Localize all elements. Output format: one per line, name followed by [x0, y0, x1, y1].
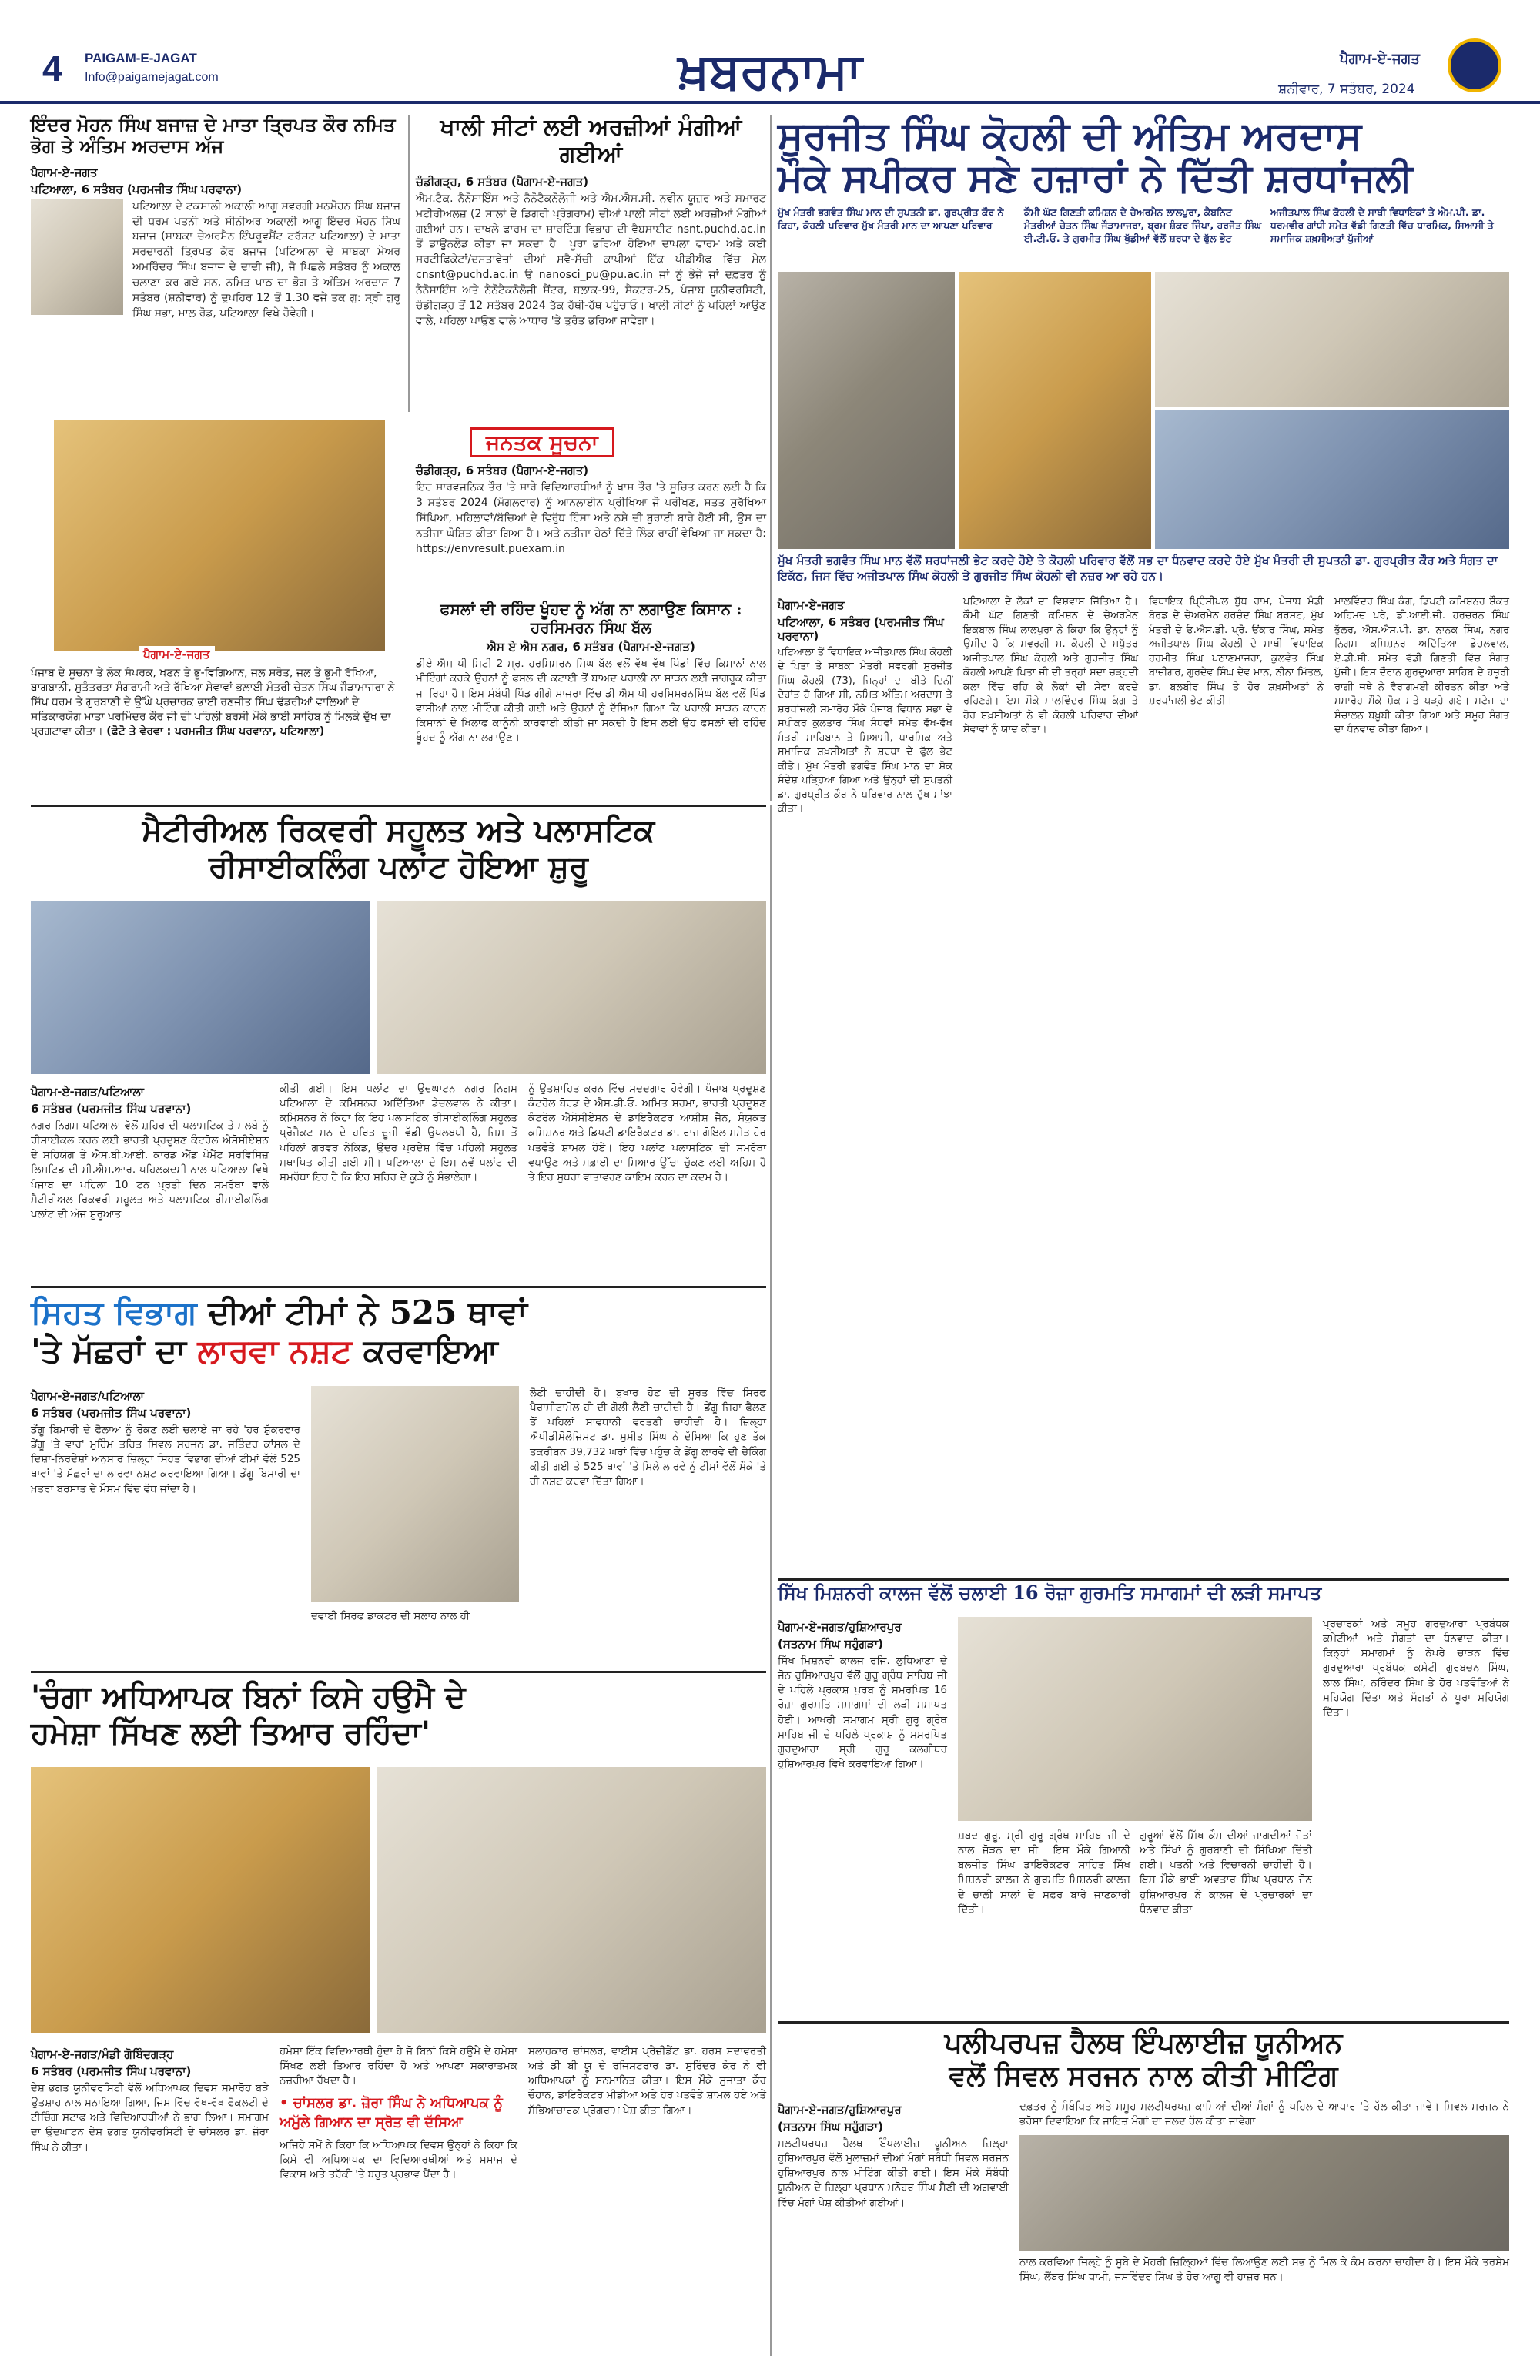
body-col-2: ਦਵਾਈ ਸਿਰਫ ਡਾਕਟਰ ਦੀ ਸਲਾਹ ਨਾਲ ਹੀ — [311, 1610, 470, 1622]
headline: ਫਸਲਾਂ ਦੀ ਰਹਿੰਦ ਖੂੰਹਦ ਨੂੰ ਅੱਗ ਨਾ ਲਗਾਉਣ ਕਿਸਾਨ : ਹਰਸਿਮਰਨ ਸਿੰਘ ਬੱਲ — [440, 600, 742, 637]
column-divider — [770, 805, 772, 2356]
body-col-1: ਸਿੱਖ ਮਿਸ਼ਨਰੀ ਕਾਲਜ ਰਜਿ. ਲੁਧਿਆਣਾ ਦੇ ਜੋਨ ਹੁਸ਼ਿਆਰਪੁਰ ਵੱਲੋਂ ਗੁਰੂ ਗ੍ਰੰਥ ਸਾਹਿਬ ਜੀ ਦੇ ਪਹਿਲੇ ਪ੍ਰਕਾਸ਼ ਪੁਰਬ ਨੂੰ ਸਮਰਪਿਤ 16 ਰੋਜ਼ਾ ਗੁਰਮਤਿ ਸਮਾਗਮਾਂ ਦੀ ਲੜੀ ਸਮਾਪਤ ਹੋਈ। ਆਖਰੀ ਸਮਾਗਮ ਸ੍ਰੀ ਗੁਰੂ ਗ੍ਰੰਥ ਸਾਹਿਬ ਜੀ ਦੇ ਪਹਿਲੇ ਪ੍ਰਕਾਸ਼ ਨੂੰ ਸਮਰਪਿਤ ਗੁਰਦੁਆਰਾ ਸ੍ਰੀ ਗੁਰੂ ਕਲਗੀਧਰ ਹੁਸ਼ਿਆਰਪੁਰ ਵਿਖੇ ਕਰਵਾਇਆ ਗਿਆ। — [778, 1655, 947, 1771]
headline-line-1 — [31, 1294, 766, 1332]
body-col-1: ਡੇਂਗੂ ਬਿਮਾਰੀ ਦੇ ਫੈਲਾਅ ਨੂੰ ਰੋਕਣ ਲਈ ਚਲਾਏ ਜਾ ਰਹੇ 'ਹਰ ਸ਼ੁੱਕਰਵਾਰ ਡੇਂਗੂ 'ਤੇ ਵਾਰ' ਮੁਹਿੰਮ ਤਹਿਤ ਸਿਵਲ ਸਰਜਨ ਡਾ. ਜਤਿੰਦਰ ਕਾਂਸਲ ਦੇ ਦਿਸ਼ਾ-ਨਿਰਦੇਸ਼ਾਂ ਅਨੁਸਾਰ ਜ਼ਿਲ੍ਹਾ ਸਿਹਤ ਵਿਭਾਗ ਦੀਆਂ ਟੀਮਾਂ ਵੱਲੋਂ 525 ਥਾਵਾਂ 'ਤੇ ਮੱਛਰਾਂ ਦਾ ਲਾਰਵਾ ਨਸ਼ਟ ਕਰਵਾਇਆ ਗਿਆ। ਡੇਂਗੂ ਬਿਮਾਰੀ ਦਾ ਖ਼ਤਰਾ ਬਰਸਾਤ ਦੇ ਮੌਸਮ ਵਿੱਚ ਵੱਧ ਜਾਂਦਾ ਹੈ। — [31, 1424, 300, 1495]
dateline: ਚੰਡੀਗੜ੍ਹ, 6 ਸਤੰਬਰ (ਪੈਗਾਮ-ਏ-ਜਗਤ) — [416, 174, 589, 189]
story-bhog — [31, 114, 400, 414]
gurmat-photo — [958, 1617, 1312, 1821]
dateline: ਚੰਡੀਗੜ੍ਹ, 6 ਸਤੰਬਰ (ਪੈਗਾਮ-ਏ-ਜਗਤ) — [416, 464, 589, 478]
story-stubble — [416, 601, 766, 797]
section-rule — [778, 2021, 1509, 2024]
caption-text: ਪੰਜਾਬ ਦੇ ਸੂਚਨਾ ਤੇ ਲੋਕ ਸੰਪਰਕ, ਖਣਨ ਤੇ ਭੂ-ਵਿਗਿਆਨ, ਜਲ ਸਰੋਤ, ਜਲ ਤੇ ਭੂਮੀ ਰੱਖਿਆ, ਬਾਗਬਾਨੀ, ਸੁਤੰਤਰਤਾ ਸੰਗਰਾਮੀ ਅਤੇ ਰੱਖਿਆ ਸੇਵਾਵਾਂ ਭਲਾਈ ਮੰਤਰੀ ਚੇਤਨ ਸਿੰਘ ਜੌੜਾਮਾਜਰਾ ਨੇ ਸਿੱਖ ਧਰਮ ਤੇ ਗੁਰਬਾਣੀ ਦੇ ਉੱਘੇ ਪ੍ਰਚਾਰਕ ਭਾਈ ਰਣਜੀਤ ਸਿੰਘ ਢੱਡਰੀਆਂ ਵਾਲਿਆਂ ਦੇ ਸਤਿਕਾਰਯੋਗ ਮਾਤਾ ਪਰਮਿੰਦਰ ਕੌਰ ਜੀ ਦੀ ਪਹਿਲੀ ਬਰਸੀ ਮੌਕੇ ਭਾਈ ਸਾਹਿਬ ਨੂੰ ਮਿਲਕੇ ਦੁੱਖ ਦਾ ਪ੍ਰਗਟਾਵਾ ਕੀਤਾ। — [31, 667, 395, 738]
body-col-1: ਦੇਸ਼ ਭਗਤ ਯੂਨੀਵਰਸਿਟੀ ਵੱਲੋਂ ਅਧਿਆਪਕ ਦਿਵਸ ਸਮਾਰੋਹ ਬੜੇ ਉਤਸ਼ਾਹ ਨਾਲ ਮਨਾਇਆ ਗਿਆ, ਜਿਸ ਵਿੱਚ ਵੱਖ-ਵੱਖ ਫੈਕਲਟੀ ਦੇ ਟੀਚਿੰਗ ਸਟਾਫ ਅਤੇ ਵਿਦਿਆਰਥੀਆਂ ਨੇ ਭਾਗ ਲਿਆ। ਸਮਾਗਮ ਦਾ ਉਦਘਾਟਨ ਦੇਸ਼ ਭਗਤ ਯੂਨੀਵਰਸਿਟੀ ਦੇ ਚਾਂਸਲਰ ਡਾ. ਜ਼ੋਰਾ ਸਿੰਘ ਨੇ ਕੀਤਾ। — [31, 2082, 269, 2154]
brand-email: Info@paigamejagat.com — [85, 71, 219, 84]
portrait-photo — [31, 199, 123, 315]
lead-photo-ministers — [959, 272, 1151, 549]
section-title: ਖ਼ਬਰਨਾਮਾ — [678, 42, 862, 100]
body-col-1: ਮਲਟੀਪਰਪਜ਼ ਹੈਲਥ ਇੰਪਲਾਈਜ਼ ਯੂਨੀਅਨ ਜ਼ਿਲ੍ਹਾ ਹੁਸ਼ਿਆਰਪੁਰ ਵੱਲੋਂ ਮੁਲਾਜ਼ਮਾਂ ਦੀਆਂ ਮੰਗਾਂ ਸਬੰਧੀ ਸਿਵਲ ਸਰਜਨ ਹੁਸ਼ਿਆਰਪੁਰ ਨਾਲ ਮੀਟਿੰਗ ਕੀਤੀ ਗਈ। ਇਸ ਮੌਕੇ ਸੰਬੰਧੀ ਯੂਨੀਅਨ ਦੇ ਜ਼ਿਲ੍ਹਾ ਪ੍ਰਧਾਨ ਮਨੋਹਰ ਸਿੰਘ ਸੈਣੀ ਦੀ ਅਗਵਾਈ ਵਿੱਚ ਮੰਗਾਂ ਪੇਸ਼ ਕੀਤੀਆਂ ਗਈਆਂ। — [778, 2137, 1009, 2209]
body-col-2b: ਅਜਿਹੇ ਸਮੇਂ ਨੇ ਕਿਹਾ ਕਿ ਅਧਿਆਪਕ ਦਿਵਸ ਉਨ੍ਹਾਂ ਨੇ ਕਿਹਾ ਕਿ ਕਿਸੇ ਵੀ ਅਧਿਆਪਕ ਦਾ ਵਿਦਿਆਰਥੀਆਂ ਅਤੇ ਸਮਾਜ ਦੇ ਵਿਕਾਸ ਅਤੇ ਤਰੱਕੀ 'ਤੇ ਬਹੁਤ ਪ੍ਰਭਾਵ ਪੈਂਦਾ ਹੈ। — [280, 2139, 517, 2181]
story-teachers-day — [31, 1679, 766, 2356]
headline-line-2: ਰੀਸਾਈਕਲਿੰਗ ਪਲਾਂਟ ਹੋਇਆ ਸ਼ੁਰੂ — [209, 849, 588, 885]
body: ਐਮ.ਟੈਕ. ਨੈਨੋਸਾਇੰਸ ਅਤੇ ਨੈਨੋਟੈਕਨੋਲੋਜੀ ਅਤੇ ਐਮ.ਐਸ.ਸੀ. ਨਵੀਨ ਯੂਜ਼ਰ ਅਤੇ ਸਮਾਰਟ ਮਟੀਰੀਅਲਜ਼ (2 ਸਾਲਾਂ ਦੇ ਡਿਗਰੀ ਪ੍ਰੋਗਰਾਮ) ਦੀਆਂ ਖਾਲੀ ਸੀਟਾਂ ਲਈ ਅਰਜ਼ੀਆਂ ਮੰਗੀਆਂ ਗਈਆਂ ਹਨ। ਦਾਖਲੇ ਫਾਰਮ ਦਾ ਸ਼ਾਰਟਿੰਗ ਵਿਭਾਗ ਦੀ ਵੈਬਸਾਈਟ nsnt.puchd.ac.in ਤੋਂ ਡਾਊਨਲੋਡ ਕੀਤਾ ਜਾ ਸਕਦਾ ਹੈ। ਪੂਰਾ ਭਰਿਆ ਹੋਇਆ ਦਾਖਲਾ ਫਾਰਮ ਅਤੇ ਕਈ ਸਰਟੀਫਿਕੇਟਾਂ/ਦਸਤਾਵੇਜ਼ਾਂ ਦੀਆਂ ਸਵੈ-ਸੱਚੀ ਕਾਪੀਆਂ ਇੱਕ ਪੀਡੀਐਫ ਵਿੱਚ ਮੇਲ cnsnt@puchd.ac.in ਉ nanosci_pu@pu.ac.in ਜਾਂ ਨੂੰ ਭੇਜੇ ਜਾਂ ਦਫ਼ਤਰ ਨੂੰ ਨੈਨੋਸਾਇੰਸ ਅਤੇ ਨੈਨੋਟੈਕਨੋਲੋਜੀ ਸੈਂਟਰ, ਬਲਾਕ-99, ਸੈਕਟਰ-25, ਪੰਜਾਬ ਯੂਨੀਵਰਸਿਟੀ, ਚੰਡੀਗੜ੍ਹ ਤੋਂ 12 ਸਤੰਬਰ 2024 ਤੱਕ ਹੱਥੀ-ਹੱਥ ਪਹੁੰਚਾਓ। ਖਾਲੀ ਸੀਟਾਂ ਨੂੰ ਪਹਿਲਾਂ ਆਉਣ ਵਾਲੇ, ਪਹਿਲਾ ਪਾਉਣ ਵਾਲੇ ਆਧਾਰ 'ਤੇ ਤੁਰੰਤ ਭਰਿਆ ਜਾਵੇਗਾ। — [416, 192, 766, 327]
headline: ਖਾਲੀ ਸੀਟਾਂ ਲਈ ਅਰਜ਼ੀਆਂ ਮੰਗੀਆਂ ਗਈਆਂ — [440, 114, 742, 169]
source: ਪੈਗਾਮ-ਏ-ਜਗਤ/ਹੁਸ਼ਿਆਰਪੁਰ — [778, 2103, 902, 2117]
source: ਪੈਗਾਮ-ਏ-ਜਗਤ — [31, 165, 98, 179]
dateline: (ਸਤਨਾਮ ਸਿੰਘ ਸਹੁੰਗੜਾ) — [778, 1637, 883, 1651]
headline-line-1: 'ਚੰਗਾ ਅਧਿਆਪਕ ਬਿਨਾਂ ਕਿਸੇ ਹਉਮੈ ਦੇ — [31, 1679, 466, 1715]
body-col-4: ਪ੍ਰਚਾਰਕਾਂ ਅਤੇ ਸਮੂਹ ਗੁਰਦੁਆਰਾ ਪ੍ਰਬੰਧਕ ਕਮੇਟੀਆਂ ਅਤੇ ਸੰਗਤਾਂ ਦਾ ਧੰਨਵਾਦ ਕੀਤਾ। ਕਿਨ੍ਹਾਂ ਸਮਾਗਮਾਂ ਨੂੰ ਨੇਪਰੇ ਚਾੜਨ ਵਿੱਚ ਗੁਰਦੁਆਰਾ ਪ੍ਰਬੰਧਕ ਕਮੇਟੀ ਗੁਰਬਚਨ ਸਿੰਘ, ਲਾਲ ਸਿੰਘ, ਨਰਿੰਦਰ ਸਿੰਘ ਤੇ ਹੋਰ ਪਤਵੰਤਿਆਂ ਨੇ ਸਹਿਯੋਗ ਦਿੱਤਾ ਅਤੇ ਸੰਗਤਾਂ ਨੇ ਪੂਰਾ ਸਹਿਯੋਗ ਦਿੱਤਾ। — [1323, 1618, 1509, 1719]
dateline: ਐਸ ਏ ਐਸ ਨਗਰ, 6 ਸਤੰਬਰ (ਪੈਗਾਮ-ਏ-ਜਗਤ) — [487, 640, 695, 654]
story-condolence — [31, 420, 400, 805]
dateline: ਪਟਿਆਲਾ, 6 ਸਤੰਬਰ (ਪਰਮਜੀਤ ਸਿੰਘ ਪਰਵਾਨਾ) — [778, 615, 944, 643]
section-rule — [778, 1578, 1509, 1581]
portrait-image — [31, 199, 123, 315]
section-rule — [31, 1286, 766, 1288]
inauguration-photo — [31, 901, 370, 1074]
body-col-2: ਕੀਤੀ ਗਈ। ਇਸ ਪਲਾਂਟ ਦਾ ਉਦਘਾਟਨ ਨਗਰ ਨਿਗਮ ਪਟਿਆਲਾ ਦੇ ਕਮਿਸ਼ਨਰ ਅਦਿੱਤਿਆ ਡੇਚਲਵਾਲ ਨੇ ਕੀਤਾ। ਕਮਿਸ਼ਨਰ ਨੇ ਕਿਹਾ ਕਿ ਇਹ ਪਲਾਸਟਿਕ ਰੀਸਾਈਕਲਿੰਗ ਸਹੂਲਤ ਪ੍ਰੋਜੈਕਟ ਮਨ ਦੇ ਹਰਿਤ ਦੂਜੀ ਵੱਡੀ ਉਪਲਬਧੀ ਹੈ, ਜਿਸ ਤੋਂ ਪਹਿਲਾਂ ਗਰਵਰ ਨੇਕਿਡ, ਉਦਰ ਪ੍ਰਦੇਸ਼ ਵਿੱਚ ਪਹਿਲੀ ਸਹੂਲਤ ਸਥਾਪਿਤ ਕੀਤੀ ਗਈ ਸੀ। ਪਟਿਆਲਾ ਦੇ ਇਸ ਨਵੇਂ ਪਲਾਂਟ ਦੀ ਸਮਰੱਥਾ ਇਹ ਹੈ ਕਿ ਇਹ ਸ਼ਹਿਰ ਦੇ ਕੂੜੇ ਨੂੰ ਸੰਭਾਲੇਗਾ। — [280, 1083, 517, 1183]
headline-line-1: ਮੈਟੀਰੀਅਲ ਰਿਕਵਰੀ ਸਹੂਲਤ ਅਤੇ ਪਲਾਸਟਿਕ — [142, 812, 655, 849]
story-vacant-seats — [416, 114, 766, 422]
honour-photo — [377, 1767, 766, 2033]
headline: ਇੰਦਰ ਮੋਹਨ ਸਿੰਘ ਬਜਾਜ਼ ਦੇ ਮਾਤਾ ਤ੍ਰਿਪਤ ਕੌਰ ਨਮਿਤ ਭੋਗ ਤੇ ਅੰਤਿਮ ਅਰਦਾਸ ਅੱਜ — [31, 113, 396, 158]
headline: ਸਿੱਖ ਮਿਸ਼ਨਰੀ ਕਾਲਜ ਵੱਲੋਂ ਚਲਾਈ 16 ਰੋਜ਼ਾ ਗੁਰਮਤਿ ਸਮਾਗਮਾਂ ਦੀ ਲੜੀ ਸਮਾਪਤ — [778, 1582, 1322, 1604]
photo-tag: ਪੈਗਾਮ-ਏ-ਜਗਤ — [139, 646, 215, 663]
photo-caption: ਨਾਲ ਕਰਵਿਆ ਜਿਲ੍ਹੇ ਨੂੰ ਸੂਬੇ ਦੇ ਮੋਹਰੀ ਜ਼ਿਲ੍ਹਿਆਂ ਵਿੱਚ ਲਿਆਉਣ ਲਈ ਸਭ ਨੂੰ ਮਿਲ ਕੇ ਕੰਮ ਕਰਨਾ ਚਾਹੀਦਾ ਹੈ। ਇਸ ਮੌਕੇ ਤਰਸੇਮ ਸਿੰਘ, ਲੈਂਬਰ ਸਿੰਘ ਧਾਮੀ, ਜਸਵਿੰਦਰ ਸਿੰਘ ਤੇ ਹੋਰ ਆਗੂ ਵੀ ਹਾਜ਼ਰ ਸਨ। — [1019, 2256, 1509, 2284]
headline-text: ਕਰਵਾਇਆ — [363, 1332, 498, 1370]
section-rule — [31, 1671, 766, 1673]
body-col-1: ਨਗਰ ਨਿਗਮ ਪਟਿਆਲਾ ਵੱਲੋਂ ਸ਼ਹਿਰ ਦੀ ਪਲਾਸਟਿਕ ਤੇ ਮਲਬੇ ਨੂੰ ਰੀਸਾਈਕਲ ਕਰਨ ਲਈ ਭਾਰਤੀ ਪ੍ਰਦੂਸ਼ਣ ਕੰਟਰੋਲ ਐਸੋਸੀਏਸ਼ਨ ਦੇ ਸਹਿਯੋਗ ਤੇ ਐਸ.ਬੀ.ਆਈ. ਕਾਰਡ ਐਂਡ ਪੇਮੈਂਟ ਸਰਵਿਸਿਜ਼ ਲਿਮਟਿਡ ਦੀ ਸੀ.ਐਸ.ਆਰ. ਪਹਿਲਕਦਮੀ ਨਾਲ ਪਟਿਆਲਾ ਵਿਖੇ ਪੰਜਾਬ ਦਾ ਪਹਿਲਾ 10 ਟਨ ਪ੍ਰਤੀ ਦਿਨ ਸਮਰੱਥਾ ਵਾਲੇ ਮੈਟੀਰੀਅਲ ਰਿਕਵਰੀ ਸਹੂਲਤ ਅਤੇ ਪਲਾਸਟਿਕ ਰੀਸਾਈਕਲਿੰਗ ਪਲਾਂਟ ਦੀ ਅੱਜ ਸ਼ੁਰੂਆਤ — [31, 1120, 269, 1220]
caption-left: ਮੁੱਖ ਮੰਤਰੀ ਭਗਵੰਤ ਸਿੰਘ ਮਾਨ ਦੀ ਸੁਪਤਨੀ ਡਾ. ਗੁਰਪ੍ਰੀਤ ਕੌਰ ਨੇ ਕਿਹਾ, ਕੋਹਲੀ ਪਰਿਵਾਰ ਮੁੱਖ ਮੰਤਰੀ ਮਾਨ ਦਾ ਆਪਣਾ ਪਰਿਵਾਰ — [778, 206, 1004, 231]
lead-photo-gathering — [1155, 272, 1509, 407]
masthead — [0, 0, 1540, 104]
body-col-1: ਪਟਿਆਲਾ ਤੋਂ ਵਿਧਾਇਕ ਅਜੀਤਪਾਲ ਸਿੰਘ ਕੋਹਲੀ ਦੇ ਪਿਤਾ ਤੇ ਸਾਬਕਾ ਮੰਤਰੀ ਸਵਰਗੀ ਸੁਰਜੀਤ ਸਿੰਘ ਕੋਹਲੀ (73), ਜਿਨ੍ਹਾਂ ਦਾ ਬੀਤੇ ਦਿਨੀਂ ਦੇਹਾਂਤ ਹੋ ਗਿਆ ਸੀ, ਨਮਿਤ ਅੰਤਿਮ ਅਰਦਾਸ ਤੇ ਸ਼ਰਧਾਂਜਲੀ ਸਮਾਰੋਹ ਮੌਕੇ ਪੰਜਾਬ ਵਿਧਾਨ ਸਭਾ ਦੇ ਸਪੀਕਰ ਕੁਲਤਾਰ ਸਿੰਘ ਸੰਧਵਾਂ ਸਮੇਤ ਵੱਖ-ਵੱਖ ਮੰਤਰੀ ਸਾਹਿਬਾਨ ਤੇ ਸਿਆਸੀ, ਧਾਰਮਿਕ ਅਤੇ ਸਮਾਜਿਕ ਸ਼ਖ਼ਸੀਅਤਾਂ ਨੇ ਸ਼ਰਧਾ ਦੇ ਫੁੱਲ ਭੇਟ ਕੀਤੇ। ਮੁੱਖ ਮੰਤਰੀ ਭਗਵੰਤ ਸਿੰਘ ਮਾਨ ਦਾ ਸ਼ੋਕ ਸੰਦੇਸ਼ ਪੜ੍ਹਿਆ ਗਿਆ ਅਤੇ ਉਨ੍ਹਾਂ ਦੀ ਸੁਪਤਨੀ ਡਾ. ਗੁਰਪ੍ਰੀਤ ਕੌਰ ਨੇ ਪਰਿਵਾਰ ਨਾਲ ਦੁੱਖ ਸਾਂਝਾ ਕੀਤਾ। — [778, 647, 952, 815]
condolence-photo — [54, 420, 385, 651]
caption — [31, 666, 400, 738]
plant-interior-photo — [377, 901, 766, 1074]
headline-text: 'ਤੇ ਮੱਛਰਾਂ ਦਾ — [31, 1332, 186, 1370]
body-col-3: ਵਿਧਾਇਕ ਪ੍ਰਿੰਸੀਪਲ ਬੁੱਧ ਰਾਮ, ਪੰਜਾਬ ਮੰਡੀ ਬੋਰਡ ਦੇ ਚੇਅਰਮੈਨ ਹਰਚੰਦ ਸਿੰਘ ਬਰਸਟ, ਮੁੱਖ ਮੰਤਰੀ ਦੇ ਓ.ਐਸ.ਡੀ. ਪ੍ਰੋ. ਓਂਕਾਰ ਸਿੰਘ, ਸਮੇਤ ਅਜੀਤਪਾਲ ਸਿੰਘ ਕੋਹਲੀ ਦੇ ਸਾਥੀ ਵਿਧਾਇਕ ਹਰਮੀਤ ਸਿੰਘ ਪਠਾਣਮਾਜਰਾ, ਕੁਲਵੰਤ ਸਿੰਘ ਬਾਜ਼ੀਗਰ, ਗੁਰਦੇਵ ਸਿੰਘ ਦੇਵ ਮਾਨ, ਨੀਨਾ ਮਿੱਤਲ, ਡਾ. ਬਲਬੀਰ ਸਿੰਘ ਤੇ ਹੋਰ ਸ਼ਖ਼ਸੀਅਤਾਂ ਨੇ ਸ਼ਰਧਾਂਜਲੀ ਭੇਟ ਕੀਤੀ। — [1149, 596, 1324, 708]
headline-line-1: ਪਲੀਪਰਪਜ਼ ਹੈਲਥ ਇੰਪਲਾਈਜ਼ ਯੂਨੀਅਨ — [944, 2027, 1343, 2059]
lead-photo-speaker — [778, 272, 955, 549]
story-public-notice — [416, 427, 766, 593]
headline-text: ਦੀਆਂ ਟੀਮਾਂ ਨੇ 525 ਥਾਵਾਂ — [208, 1294, 527, 1331]
dateline: ਪਟਿਆਲਾ, 6 ਸਤੰਬਰ (ਪਰਮਜੀਤ ਸਿੰਘ ਪਰਵਾਨਾ) — [31, 182, 243, 196]
column-divider — [408, 115, 410, 412]
body-col-3: ਗੁਰੂਆਂ ਵੱਲੋਂ ਸਿੱਖ ਕੌਮ ਦੀਆਂ ਜਾਗਦੀਆਂ ਜੋਤਾਂ ਅਤੇ ਸਿੱਖਾਂ ਨੂੰ ਗੁਰਬਾਣੀ ਦੀ ਸਿੱਖਿਆ ਦਿੱਤੀ ਗਈ। ਪਤਨੀ ਅਤੇ ਵਿਚਾਰਨੀ ਚਾਹੀਦੀ ਹੈ। ਇਸ ਮੌਕੇ ਭਾਈ ਅਵਤਾਰ ਸਿੰਘ ਪ੍ਰਧਾਨ ਜੋਨ ਹੁਸ਼ਿਆਰਪੁਰ ਨੇ ਕਾਲਜ ਦੇ ਪ੍ਰਚਾਰਕਾਂ ਦਾ ਧੰਨਵਾਦ ਕੀਤਾ। — [1140, 1829, 1312, 1916]
logo-text: ਪੈਗਾਮ-ਏ-ਜਗਤ — [1340, 51, 1420, 67]
page-number: 4 — [42, 49, 62, 89]
body-col-3: ਲੈਣੀ ਚਾਹੀਦੀ ਹੈ। ਬੁਖਾਰ ਹੋਣ ਦੀ ਸੂਰਤ ਵਿੱਚ ਸਿਰਫ ਪੈਰਾਸੀਟਾਮੋਲ ਹੀ ਦੀ ਗੋਲੀ ਲੈਣੀ ਚਾਹੀਦੀ ਹੈ। ਡੇਂਗੂ ਜਿਹਾ ਫੈਲਣ ਤੋਂ ਪਹਿਲਾਂ ਸਾਵਧਾਨੀ ਵਰਤਣੀ ਚਾਹੀਦੀ ਹੈ। ਜ਼ਿਲ੍ਹਾ ਐਪੀਡੀਮੋਲੋਜਿਸਟ ਡਾ. ਸੁਮੀਤ ਸਿੰਘ ਨੇ ਦੱਸਿਆ ਕਿ ਹੁਣ ਤੱਕ ਤਕਰੀਬਨ 39,732 ਘਰਾਂ ਵਿੱਚ ਪਹੁੰਚ ਕੇ ਡੇਂਗੂ ਲਾਰਵੇ ਦੀ ਚੈਕਿੰਗ ਕੀਤੀ ਗਈ ਤੇ 525 ਥਾਵਾਂ 'ਤੇ ਮਿਲੇ ਲਾਰਵੇ ਨੂੰ ਟੀਮਾਂ ਵੱਲੋਂ ਮੌਕੇ 'ਤੇ ਹੀ ਨਸ਼ਟ ਕਰਵਾ ਦਿੱਤਾ ਗਿਆ। — [530, 1387, 766, 1488]
pull-quote: • ਚਾਂਸਲਰ ਡਾ. ਜ਼ੋਰਾ ਸਿੰਘ ਨੇ ਅਧਿਆਪਕ ਨੂੰ ਅਮੁੱਲੇ ਗਿਆਨ ਦਾ ਸ੍ਰੋਤ ਵੀ ਦੱਸਿਆ — [280, 2095, 503, 2131]
body-col-3: ਸਲਾਹਕਾਰ ਚਾਂਸਲਰ, ਵਾਈਸ ਪ੍ਰੈਜ਼ੀਡੈਂਟ ਡਾ. ਹਰਸ਼ ਸਦਾਵਰਤੀ ਅਤੇ ਡੀ ਬੀ ਯੂ ਦੇ ਰਜਿਸਟਰਾਰ ਡਾ. ਸੁਰਿੰਦਰ ਕੌਰ ਨੇ ਵੀ ਅਧਿਆਪਕਾਂ ਨੂੰ ਸਨਮਾਨਿਤ ਕੀਤਾ। ਇਸ ਮੌਕੇ ਸੁਜਾਤਾ ਕੌਰ ਚੌਹਾਨ, ਡਾਇਰੈਕਟਰ ਮੀਡੀਆ ਅਤੇ ਹੋਰ ਪਤਵੰਤੇ ਸ਼ਾਮਲ ਹੋਏ ਅਤੇ ਸੱਭਿਆਚਾਰਕ ਪ੍ਰੋਗਰਾਮ ਪੇਸ਼ ਕੀਤਾ ਗਿਆ। — [528, 2045, 766, 2117]
body-col-3: ਨੂੰ ਉਤਸ਼ਾਹਿਤ ਕਰਨ ਵਿੱਚ ਮਦਦਗਾਰ ਹੋਵੇਗੀ। ਪੰਜਾਬ ਪ੍ਰਦੂਸ਼ਣ ਕੰਟਰੋਲ ਬੋਰਡ ਦੇ ਐਸ.ਡੀ.ਓ. ਅਮਿਤ ਸ਼ਰਮਾ, ਭਾਰਤੀ ਪ੍ਰਦੂਸ਼ਣ ਕੰਟਰੋਲ ਐਸੋਸੀਏਸ਼ਨ ਦੇ ਡਾਇਰੈਕਟਰ ਆਸ਼ੀਸ਼ ਜੈਨ, ਸੰਯੁਕਤ ਕਮਿਸ਼ਨਰ ਅਤੇ ਡਿਪਟੀ ਡਾਇਰੈਕਟਰ ਡਾ. ਰਾਜ ਗੋਇਲ ਸਮੇਤ ਹੋਰ ਪਤਵੰਤੇ ਸ਼ਾਮਲ ਹੋਏ। ਇਹ ਪਲਾਂਟ ਪਲਾਸਟਿਕ ਦੀ ਸਮਰੱਥਾ ਵਧਾਉਣ ਅਤੇ ਸਫ਼ਾਈ ਦਾ ਮਿਆਰ ਉੱਚਾ ਚੁੱਕਣ ਲਈ ਅਹਿਮ ਹੈ ਤੇ ਇਹ ਸੁਥਰਾ ਵਾਤਾਵਰਣ ਕਾਇਮ ਕਰਨ ਦਾ ਕਦਮ ਹੈ। — [528, 1083, 766, 1183]
headline-highlight: ਸਿਹਤ ਵਿਭਾਗ — [31, 1294, 197, 1331]
source: ਪੈਗਾਮ-ਏ-ਜਗਤ/ਹੁਸ਼ਿਆਰਪੁਰ — [778, 1620, 902, 1634]
lead-photo-group — [778, 272, 1509, 549]
headline-line-2: ਹਮੇਸ਼ਾ ਸਿੱਖਣ ਲਈ ਤਿਆਰ ਰਹਿੰਦਾ' — [31, 1715, 430, 1751]
fogging-photo — [311, 1386, 519, 1602]
headline-line-2: ਮੌਕੇ ਸਪੀਕਰ ਸਣੇ ਹਜ਼ਾਰਾਂ ਨੇ ਦਿੱਤੀ ਸ਼ਰਧਾਂਜਲੀ — [778, 155, 1413, 200]
body-col-2: ਪਟਿਆਲਾ ਦੇ ਲੋਕਾਂ ਦਾ ਵਿਸ਼ਵਾਸ ਜਿੱਤਿਆ ਹੈ। ਕੌਮੀ ਘੱਟ ਗਿਣਤੀ ਕਮਿਸ਼ਨ ਦੇ ਚੇਅਰਮੈਨ ਇਕਬਾਲ ਸਿੰਘ ਲਾਲਪੁਰਾ ਨੇ ਕਿਹਾ ਕਿ ਉਨ੍ਹਾਂ ਨੂੰ ਉਮੀਦ ਹੈ ਕਿ ਸਵਰਗੀ ਸ. ਕੋਹਲੀ ਦੇ ਸਪੁੱਤਰ ਅਜੀਤਪਾਲ ਸਿੰਘ ਕੋਹਲੀ ਅਤੇ ਗੁਰਜੀਤ ਸਿੰਘ ਕੋਹਲੀ ਆਪਣੇ ਪਿਤਾ ਜੀ ਦੀ ਤਰ੍ਹਾਂ ਸਦਾ ਚੜ੍ਹਦੀ ਕਲਾ ਵਿੱਚ ਰਹਿ ਕੇ ਲੋਕਾਂ ਦੀ ਸੇਵਾ ਕਰਦੇ ਰਹਿਣਗੇ। ਇਸ ਮੌਕੇ ਮਾਲਵਿੰਦਰ ਸਿੰਘ ਕੰਗ ਤੇ ਹੋਰ ਸ਼ਖ਼ਸੀਅਤਾਂ ਨੇ ਵੀ ਕੋਹਲੀ ਪਰਿਵਾਰ ਦੀਆਂ ਸੇਵਾਵਾਂ ਨੂੰ ਯਾਦ ਕੀਤਾ। — [963, 596, 1138, 736]
lead-photo-caption: ਮੁੱਖ ਮੰਤਰੀ ਭਗਵੰਤ ਸਿੰਘ ਮਾਨ ਵੱਲੋਂ ਸ਼ਰਧਾਂਜਲੀ ਭੇਟ ਕਰਦੇ ਹੋਏ ਤੇ ਕੋਹਲੀ ਪਰਿਵਾਰ ਵੱਲੋਂ ਸਭ ਦਾ ਧੰਨਵਾਦ ਕਰਦੇ ਹੋਏ ਮੁੱਖ ਮੰਤਰੀ ਦੀ ਸੁਪਤਨੀ ਡਾ. ਗੁਰਪ੍ਰੀਤ ਕੌਰ ਅਤੇ ਸੰਗਤ ਦਾ ਇਕੱਠ, ਜਿਸ ਵਿੱਚ ਅਜੀਤਪਾਲ ਸਿੰਘ ਕੋਹਲੀ ਤੇ ਗੁਰਜੀਤ ਸਿੰਘ ਕੋਹਲੀ ਵੀ ਨਜ਼ਰ ਆ ਰਹੇ ਹਨ। — [778, 554, 1498, 584]
body: ਡੀਏ ਐਸ ਪੀ ਸਿਟੀ 2 ਸ੍ਰ. ਹਰਸਿਮਰਨ ਸਿੰਘ ਬੱਲ ਵਲੋਂ ਵੱਖ ਵੱਖ ਪਿੰਡਾਂ ਵਿੱਚ ਕਿਸਾਨਾਂ ਨਾਲ ਮੀਟਿੰਗਾਂ ਕਰਕੇ ਉਹਨਾਂ ਨੂੰ ਫਸਲ ਦੀ ਕਟਾਈ ਤੋਂ ਬਾਅਦ ਪਰਾਲੀ ਨਾ ਸਾੜਨ ਲਈ ਜਾਗਰੂਕ ਕੀਤਾ ਜਾ ਰਿਹਾ ਹੈ। ਇਸ ਸੰਬੰਧੀ ਪਿੰਡ ਗੀਗੇ ਮਾਜਰਾ ਵਿੱਚ ਡੀ ਐਸ ਪੀ ਹਰਸਿਮਰਨਸਿੰਘ ਬੱਲ ਵਲੋਂ ਪਿੰਡ ਵਾਸੀਆਂ ਨਾਲ ਮੀਟਿੰਗ ਕੀਤੀ ਗਈ ਅਤੇ ਉਹਨਾਂ ਨੂੰ ਦੱਸਿਆ ਗਿਆ ਕਿ ਪਰਾਲੀ ਸਾੜਨ ਕਾਰਨ ਕਿਸਾਨਾਂ ਦੇ ਖਿਲਾਫ ਕਾਨੂੰਨੀ ਕਾਰਵਾਈ ਕੀਤੀ ਜਾ ਸਕਦੀ ਹੈ ਇਸ ਲਈ ਉਹ ਫਸਲਾਂ ਦੀ ਰਹਿੰਦ ਖੂੰਹਦ ਨੂੰ ਅੱਗ ਨਾ ਲਗਾਉਣ। — [416, 658, 766, 744]
column-divider — [770, 115, 772, 801]
dateline: 6 ਸਤੰਬਰ (ਪਰਮਜੀਤ ਸਿੰਘ ਪਰਵਾਨਾ) — [31, 1102, 192, 1116]
caption-right: ਅਜੀਤਪਾਲ ਸਿੰਘ ਕੋਹਲੀ ਦੇ ਸਾਥੀ ਵਿਧਾਇਕਾਂ ਤੇ ਐਮ.ਪੀ. ਡਾ. ਧਰਮਵੀਰ ਗਾਂਧੀ ਸਮੇਤ ਵੱਡੀ ਗਿਣਤੀ ਵਿੱਚ ਧਾਰਮਿਕ, ਸਿਆਸੀ ਤੇ ਸਮਾਜਿਕ ਸ਼ਖ਼ਸੀਅਤਾਂ ਪੁੱਜੀਆਂ — [1270, 206, 1494, 244]
body-col-2: ਹਮੇਸ਼ਾ ਇੱਕ ਵਿਦਿਆਰਥੀ ਹੁੰਦਾ ਹੈ ਜੋ ਬਿਨਾਂ ਕਿਸੇ ਹਉਮੈ ਦੇ ਹਮੇਸ਼ਾ ਸਿੱਖਣ ਲਈ ਤਿਆਰ ਰਹਿੰਦਾ ਹੈ ਅਤੇ ਆਪਣਾ ਸਕਾਰਾਤਮਕ ਨਜ਼ਰੀਆ ਰੱਖਦਾ ਹੈ। — [280, 2045, 517, 2087]
body: ਇਹ ਸਾਰਵਜਨਿਕ ਤੌਰ 'ਤੇ ਸਾਰੇ ਵਿਦਿਆਰਥੀਆਂ ਨੂੰ ਖਾਸ ਤੌਰ 'ਤੇ ਸੂਚਿਤ ਕਰਨ ਲਈ ਹੈ ਕਿ 3 ਸਤੰਬਰ 2024 (ਮੰਗਲਵਾਰ) ਨੂੰ ਆਨਲਾਈਨ ਪ੍ਰੀਖਿਆ ਜੋ ਪਰੀਖਣ, ਸਤਤ ਸੁਰੱਖਿਆ ਸਿੱਖਿਆ, ਮਹਿਲਾਵਾਂ/ਬੱਚਿਆਂ ਦੇ ਵਿਰੁੱਧ ਹਿੰਸਾ ਅਤੇ ਨਸ਼ੇ ਦੀ ਬੁਰਾਈ ਬਾਰੇ ਹੋਈ ਸੀ, ਉਸ ਦਾ ਨਤੀਜਾ ਘੋਸ਼ਿਤ ਕੀਤਾ ਗਿਆ ਹੈ। ਅਤੇ ਨਤੀਜਾ ਹੇਠਾਂ ਦਿੱਤੇ ਲਿੰਕ ਰਾਹੀਂ ਵੇਖਿਆ ਜਾ ਸਕਦਾ ਹੈ: https://envresult.puexam.in — [416, 481, 766, 555]
headline-line-2: ਵਲੋਂ ਸਿਵਲ ਸਰਜਨ ਨਾਲ ਕੀਤੀ ਮੀਟਿੰਗ — [949, 2060, 1338, 2092]
body: ਪਟਿਆਲਾ ਦੇ ਟਕਸਾਲੀ ਅਕਾਲੀ ਆਗੂ ਸਵਰਗੀ ਮਨਮੋਹਨ ਸਿੰਘ ਬਜਾਜ ਦੀ ਧਰਮ ਪਤਨੀ ਅਤੇ ਸੀਨੀਅਰ ਅਕਾਲੀ ਆਗੂ ਇੰਦਰ ਮੋਹਨ ਸਿੰਘ ਬਜਾਜ (ਸਾਬਕਾ ਚੇਅਰਮੈਨ ਇੰਪਰੂਵਮੈਂਟ ਟਰੱਸਟ ਪਟਿਆਲਾ) ਦੇ ਮਾਤਾ ਸਰਦਾਰਨੀ ਤ੍ਰਿਪਤ ਕੌਰ ਬਜਾਜ (ਪਟਿਆਲਾ ਦੇ ਸਾਬਕਾ ਮੇਅਰ ਅਮਰਿੰਦਰ ਸਿੰਘ ਬਜਾਜ ਦੇ ਦਾਦੀ ਜੀ), ਜੋ ਪਿਛਲੇ ਸਤੰਬਰ ਨੂੰ ਅਕਾਲ ਚਲਾਣਾ ਕਰ ਗਏ ਸਨ, ਨਮਿਤ ਪਾਠ ਦਾ ਭੋਗ ਤੇ ਅੰਤਿਮ ਅਰਦਾਸ 7 ਸਤੰਬਰ (ਸ਼ਨੀਵਾਰ) ਨੂੰ ਦੁਪਹਿਰ 12 ਤੋਂ 1.30 ਵਜੇ ਤਕ ਗੁ: ਸ੍ਰੀ ਗੁਰੂ ਸਿੰਘ ਸਭਾ, ਮਾਲ ਰੋਡ, ਪਟਿਆਲਾ ਵਿਖੇ ਹੋਵੇਗੀ। — [132, 199, 400, 320]
dateline: 6 ਸਤੰਬਰ (ਪਰਮਜੀਤ ਸਿੰਘ ਪਰਵਾਨਾ) — [31, 1406, 192, 1420]
story-material-recovery — [31, 812, 766, 1282]
headline-highlight: ਲਾਰਵਾ ਨਸ਼ਟ — [197, 1332, 353, 1370]
source: ਪੈਗਾਮ-ਏ-ਜਗਤ/ਮੰਡੀ ਗੋਬਿੰਦਗੜ੍ਹ — [31, 2047, 174, 2061]
dance-photo — [31, 1767, 370, 2033]
torch-logo-icon — [1448, 38, 1502, 92]
headline: ਜਨਤਕ ਸੂਚਨਾ — [470, 427, 614, 457]
story-lead-kohli — [778, 112, 1509, 815]
issue-date: ਸ਼ਨੀਵਾਰ, 7 ਸਤੰਬਰ, 2024 — [1278, 82, 1415, 97]
dateline: 6 ਸਤੰਬਰ (ਪਰਮਜੀਤ ਸਿੰਘ ਪਰਵਾਨਾ) — [31, 2064, 192, 2078]
body-col-2: ਸ਼ਬਦ ਗੁਰੂ, ਸ੍ਰੀ ਗੁਰੂ ਗ੍ਰੰਥ ਸਾਹਿਬ ਜੀ ਦੇ ਨਾਲ ਜੋੜਨ ਦਾ ਸੀ। ਇਸ ਮੌਕੇ ਗਿਆਨੀ ਬਲਜੀਤ ਸਿੰਘ ਡਾਇਰੈਕਟਰ ਸਾਹਿਤ ਸਿੱਖ ਮਿਸ਼ਨਰੀ ਕਾਲਜ ਨੇ ਗੁਰਮਤਿ ਮਿਸ਼ਨਰੀ ਕਾਲਜ ਦੇ ਚਾਲੀ ਸਾਲਾਂ ਦੇ ਸਫ਼ਰ ਬਾਰੇ ਜਾਣਕਾਰੀ ਦਿੱਤੀ। — [958, 1829, 1130, 1916]
source: ਪੈਗਾਮ-ਏ-ਜਗਤ/ਪਟਿਆਲਾ — [31, 1389, 144, 1403]
caption-mid: ਕੌਮੀ ਘੱਟ ਗਿਣਤੀ ਕਮਿਸ਼ਨ ਦੇ ਚੇਅਰਮੈਨ ਲਾਲਪੁਰਾ, ਕੈਬਨਿਟ ਮੰਤਰੀਆਂ ਚੇਤਨ ਸਿੰਘ ਜੌੜਾਮਾਜਰਾ, ਬ੍ਰਮ ਸ਼ੰਕਰ ਜਿੰਪਾ, ਹਰਜੋਤ ਸਿੰਘ ਈ.ਟੀ.ਓ. ਤੇ ਗੁਰਮੀਤ ਸਿੰਘ ਖੁੱਡੀਆਂ ਵੱਲੋਂ ਸ਼ਰਧਾ ਦੇ ਫੁੱਲ ਭੇਟ — [1024, 206, 1262, 244]
story-gurmat-samagam — [778, 1582, 1509, 2017]
source: ਪੈਗਾਮ-ਏ-ਜਗਤ/ਪਟਿਆਲਾ — [31, 1085, 144, 1099]
story-dengue — [31, 1294, 766, 1663]
dateline: (ਸਤਨਾਮ ਸਿੰਘ ਸਹੁੰਗੜਾ) — [778, 2120, 883, 2134]
brand-name: PAIGAM-E-JAGAT — [85, 51, 197, 65]
story-paramedical-union — [778, 2027, 1509, 2358]
section-rule — [31, 805, 766, 807]
lead-photo-sangat — [1155, 410, 1509, 549]
headline-line-2 — [31, 1332, 766, 1371]
body-col-2: ਦਫ਼ਤਰ ਨੂੰ ਸੰਬੰਧਿਤ ਅਤੇ ਸਮੂਹ ਮਲਟੀਪਰਪਜ਼ ਕਾਮਿਆਂ ਦੀਆਂ ਮੰਗਾਂ ਨੂੰ ਪਹਿਲ ਦੇ ਆਧਾਰ 'ਤੇ ਹੱਲ ਕੀਤਾ ਜਾਵੇ। ਸਿਵਲ ਸਰਜਨ ਨੇ ਭਰੋਸਾ ਦਿਵਾਇਆ ਕਿ ਜਾਇਜ਼ ਮੰਗਾਂ ਦਾ ਜਲਦ ਹੱਲ ਕੀਤਾ ਜਾਵੇਗਾ। — [1019, 2100, 1509, 2128]
body-col-4: ਮਾਲਵਿੰਦਰ ਸਿੰਘ ਕੰਗ, ਡਿਪਟੀ ਕਮਿਸ਼ਨਰ ਸ਼ੌਕਤ ਅਹਿਮਦ ਪਰੇ, ਡੀ.ਆਈ.ਜੀ. ਹਰਚਰਨ ਸਿੰਘ ਭੁੱਲਰ, ਐਸ.ਐਸ.ਪੀ. ਡਾ. ਨਾਨਕ ਸਿੰਘ, ਨਗਰ ਨਿਗਮ ਕਮਿਸ਼ਨਰ ਅਦਿੱਤਿਆ ਡੇਚਲਵਾਲ, ਏ.ਡੀ.ਸੀ. ਸਮੇਤ ਵੱਡੀ ਗਿਣਤੀ ਵਿੱਚ ਸੰਗਤ ਪੁੱਜੀ। ਇਸ ਦੌਰਾਨ ਗੁਰਦੁਆਰਾ ਸਾਹਿਬ ਦੇ ਹਜ਼ੂਰੀ ਰਾਗੀ ਜਥੇ ਨੇ ਵੈਰਾਗਮਈ ਕੀਰਤਨ ਕੀਤਾ ਅਤੇ ਸਮਾਰੋਹ ਮੌਕੇ ਸ਼ੋਕ ਮਤੇ ਪੜ੍ਹੇ ਗਏ। ਸਟੇਜ ਦਾ ਸੰਚਾਲਨ ਬਖ਼ੂਬੀ ਕੀਤਾ ਗਿਆ ਅਤੇ ਸਮੂਹ ਸੰਗਤ ਦਾ ਧੰਨਵਾਦ ਕੀਤਾ ਗਿਆ। — [1334, 596, 1509, 736]
source: ਪੈਗਾਮ-ਏ-ਜਗਤ — [778, 598, 845, 612]
union-meeting-photo — [1019, 2135, 1509, 2251]
headline-line-1: ਸੁਰਜੀਤ ਸਿੰਘ ਕੋਹਲੀ ਦੀ ਅੰਤਿਮ ਅਰਦਾਸ — [778, 112, 1362, 158]
photo-credit: (ਫੋਟੋ ਤੇ ਵੇਰਵਾ : ਪਰਮਜੀਤ ਸਿੰਘ ਪਰਵਾਨਾ, ਪਟਿਆਲਾ) — [106, 725, 325, 738]
